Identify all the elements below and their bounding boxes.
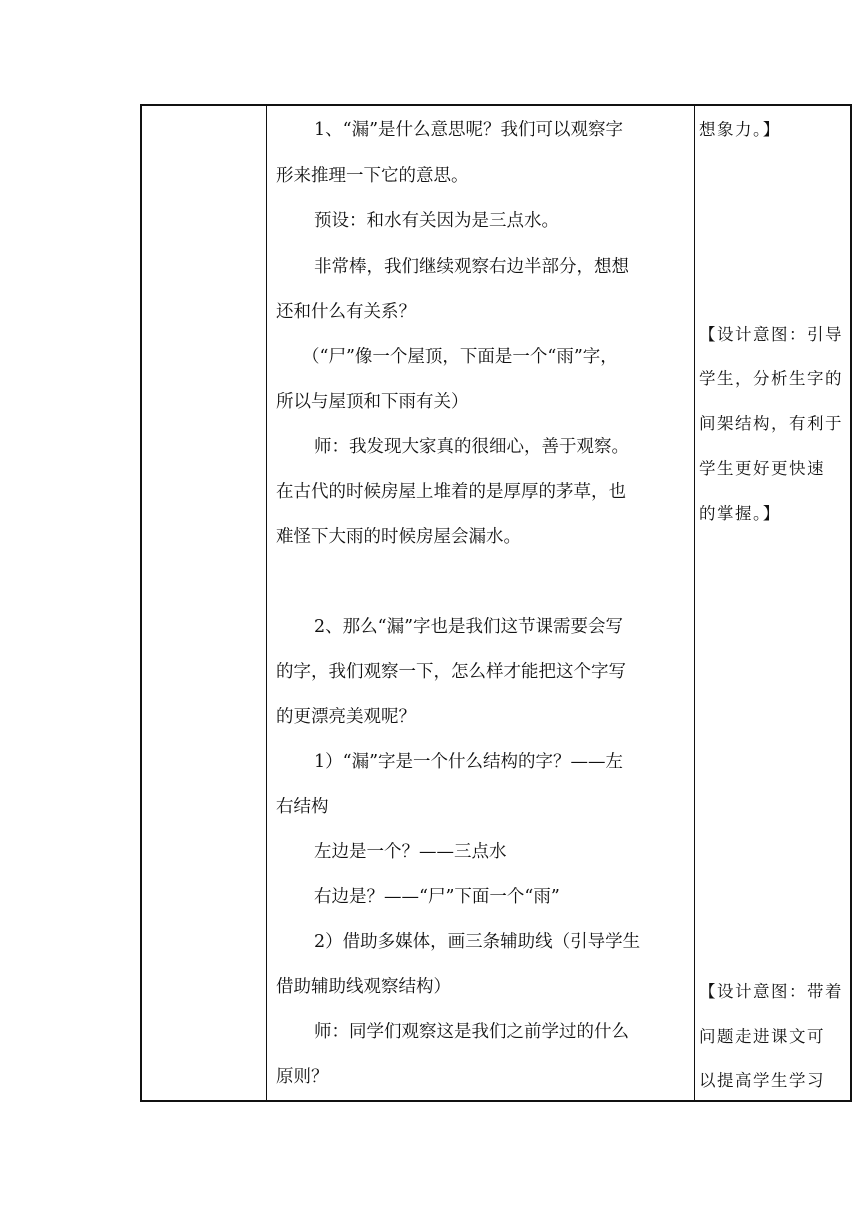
paragraph-line: 的字，我们观察一下，怎么样才能把这个字写 [276, 662, 626, 682]
paragraph-line: 右结构 [276, 797, 329, 817]
design-note-line: 想象力。】 [699, 120, 781, 139]
paragraph-line: 师：同学们观察这是我们之前学过的什么 [314, 1022, 629, 1042]
column-divider-left [266, 106, 267, 1100]
column-divider-right [694, 106, 695, 1100]
lesson-plan-table [140, 104, 852, 1102]
paragraph-line: 所以与屋顶和下雨有关） [276, 392, 469, 412]
paragraph-line: 左边是一个？——三点水 [314, 842, 507, 862]
paragraph-line: 师：我发现大家真的很细心，善于观察。 [314, 437, 629, 457]
paragraph-line: 难怪下大雨的时候房屋会漏水。 [276, 527, 521, 547]
design-note-line: 学生，分析生字的 [699, 369, 843, 388]
paragraph-line: 借助辅助线观察结构） [276, 977, 451, 997]
paragraph-line: 1）“漏”字是一个什么结构的字？——左 [314, 752, 624, 772]
paragraph-line: 还和什么有关系？ [276, 302, 416, 322]
paragraph-line: 的更漂亮美观呢？ [276, 707, 416, 727]
paragraph-line: 在古代的时候房屋上堆着的是厚厚的茅草，也 [276, 482, 626, 502]
paragraph-line: （“尸”像一个屋顶，下面是一个“雨”字， [302, 347, 618, 367]
paragraph-line: 原则？ [276, 1067, 329, 1087]
paragraph-line: 2）借助多媒体，画三条辅助线（引导学生 [314, 932, 641, 952]
paragraph-line: 1、“漏”是什么意思呢？我们可以观察字 [314, 120, 624, 140]
paragraph-line: 形来推理一下它的意思。 [276, 166, 469, 186]
paragraph-line: 非常棒，我们继续观察右边半部分，想想 [314, 257, 629, 277]
paragraph-line: 预设：和水有关因为是三点水。 [314, 211, 559, 231]
design-note-line: 间架结构，有利于 [699, 414, 843, 433]
design-note-line: 的掌握。】 [699, 504, 781, 523]
design-note-line: 以提高学生学习 [699, 1071, 825, 1090]
design-note-line: 【设计意图：带着 [699, 982, 843, 1001]
design-note-line: 【设计意图：引导 [699, 325, 843, 344]
paragraph-line: 右边是？——“尸”下面一个“雨” [314, 887, 560, 907]
design-note-line: 学生更好更快速 [699, 459, 825, 478]
design-note-line: 问题走进课文可 [699, 1027, 825, 1046]
paragraph-line: 2、那么“漏”字也是我们这节课需要会写 [314, 617, 624, 637]
